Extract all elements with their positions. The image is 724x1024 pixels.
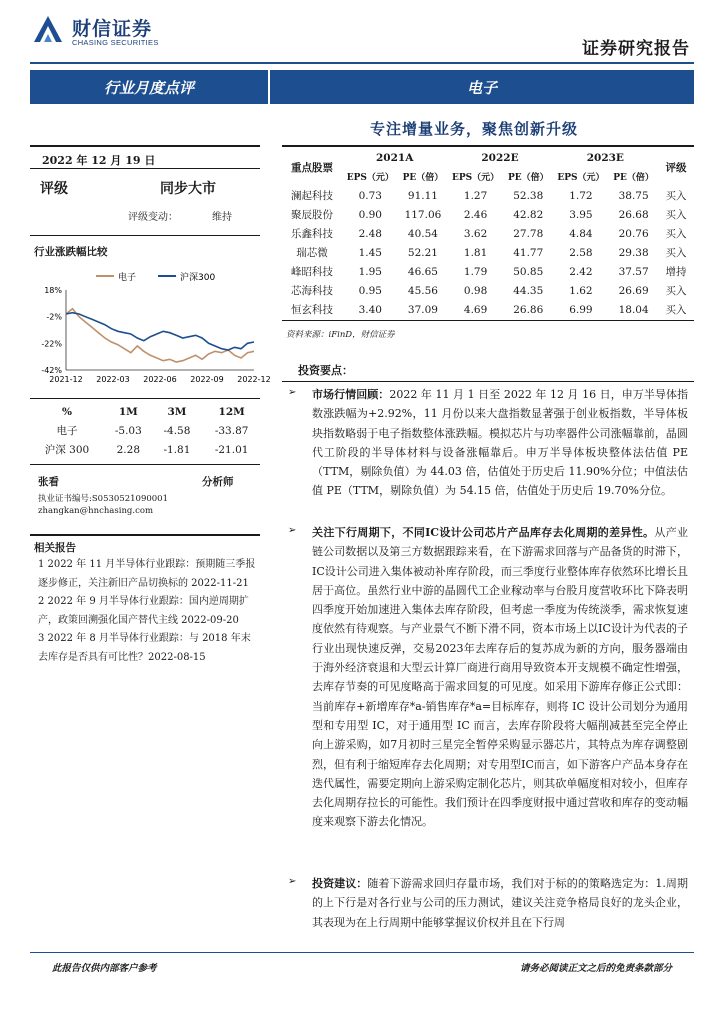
stock-name-cell: 峰昭科技 bbox=[291, 266, 333, 278]
perf-cell: 电子 bbox=[56, 425, 78, 437]
x-tick-label: 2022-06 bbox=[143, 375, 177, 384]
x-tick-label: 2022-12 bbox=[237, 375, 271, 384]
perf-cell: 沪深 300 bbox=[44, 444, 90, 456]
stock-sub-header: PE（倍） bbox=[613, 173, 654, 183]
stock-value-cell: 52.21 bbox=[407, 246, 438, 259]
stock-rating-cell: 买入 bbox=[665, 209, 687, 221]
stock-value-cell: 26.86 bbox=[513, 303, 544, 316]
stock-year: 2022E bbox=[481, 151, 519, 164]
left-rule-date bbox=[30, 168, 260, 169]
logo-cn: 财信证券 bbox=[72, 18, 153, 40]
stock-value-cell: 0.95 bbox=[358, 284, 382, 297]
stock-table-source: 资料来源：iFinD，财信证券 bbox=[286, 330, 395, 340]
perf-table-rule-bottom bbox=[30, 464, 260, 465]
stock-value-cell: 3.40 bbox=[358, 303, 382, 316]
footer-right: 请务必阅读正文之后的免责条款部分 bbox=[519, 963, 672, 974]
point-3-lead: 投资建议： bbox=[312, 877, 368, 890]
related-title: 相关报告 bbox=[34, 542, 76, 554]
analyst-name: 张看 bbox=[38, 476, 59, 488]
x-tick-label: 2021-12 bbox=[49, 375, 83, 384]
stock-value-cell: 91.11 bbox=[407, 189, 438, 202]
stock-value-cell: 2.46 bbox=[463, 208, 488, 221]
series-line-hs300 bbox=[66, 313, 254, 350]
perf-cell: 2.28 bbox=[116, 443, 141, 456]
x-tick-label: 2022-09 bbox=[190, 375, 224, 384]
stock-table-row bbox=[282, 186, 694, 205]
stock-name-cell: 芯海科技 bbox=[291, 285, 333, 297]
points-title: 投资要点： bbox=[298, 364, 353, 377]
analyst-email[interactable]: zhangkan@hnchasing.com bbox=[38, 506, 154, 516]
perf-chart-title: 行业涨跌幅比较 bbox=[34, 246, 108, 258]
stock-value-cell: 3.95 bbox=[569, 208, 593, 221]
perf-cell: -5.03 bbox=[114, 424, 142, 437]
rating-label: 评级 bbox=[40, 181, 68, 197]
logo-mark-icon bbox=[30, 12, 66, 48]
legend-item-electronics: 电子 bbox=[118, 273, 137, 283]
stock-rating-cell: 买入 bbox=[665, 190, 687, 202]
related-report-item[interactable]: 3 2022 年 8 月半导体行业跟踪：与 2018 年末去库存是否具有可比性？2022-08-15 bbox=[38, 633, 251, 663]
x-tick-label: 2022-03 bbox=[96, 375, 130, 384]
stock-value-cell: 45.56 bbox=[407, 284, 438, 297]
perf-table-row bbox=[30, 421, 262, 440]
stock-value-cell: 27.78 bbox=[513, 227, 544, 240]
perf-table bbox=[30, 402, 262, 459]
stock-value-cell: 4.69 bbox=[463, 303, 488, 316]
y-tick-label: -42% bbox=[41, 366, 62, 375]
stock-table-row bbox=[282, 224, 694, 243]
stock-value-cell: 37.09 bbox=[407, 303, 438, 316]
report-type: 证券研究报告 bbox=[582, 39, 690, 59]
y-tick-label: -2% bbox=[46, 312, 62, 322]
bullet-icon: ➢ bbox=[288, 525, 297, 536]
related-list bbox=[38, 556, 258, 667]
bullet-icon: ➢ bbox=[288, 876, 297, 887]
stock-name-cell: 澜起科技 bbox=[291, 190, 333, 202]
stock-name-cell: 瑞芯微 bbox=[296, 247, 328, 259]
point-3-text: 随着下游需求回归存量市场，我们对于标的的策略选定为：1.周期的上下行是对各行业与公司的压力测试，建议关注竞争格局良好的龙头企业，其表现为在上行周期中能够掌握议价权并且在下行周 bbox=[312, 877, 689, 929]
stock-value-cell: 26.68 bbox=[618, 208, 649, 221]
stock-value-cell: 1.62 bbox=[569, 284, 593, 297]
stock-table-row bbox=[282, 262, 694, 281]
stock-value-cell: 44.35 bbox=[513, 284, 544, 297]
perf-cell: -1.81 bbox=[163, 443, 191, 456]
stock-year: 2023E bbox=[586, 151, 624, 164]
stock-rating-cell: 买入 bbox=[665, 228, 687, 240]
stock-year: 2021A bbox=[375, 151, 414, 164]
chart-series bbox=[66, 309, 254, 362]
stock-value-cell: 1.45 bbox=[358, 246, 382, 259]
related-report-item[interactable]: 1 2022 年 11 月半导体行业跟踪：预期随三季报逐步修正，关注新旧产品切换标的 2022-11-21 bbox=[38, 559, 256, 589]
analyst-role: 分析师 bbox=[202, 476, 234, 488]
point-3 bbox=[288, 874, 688, 932]
point-1 bbox=[288, 385, 688, 501]
footer-rule bbox=[30, 952, 694, 953]
point-2 bbox=[288, 523, 688, 832]
stock-value-cell: 2.48 bbox=[358, 227, 382, 240]
perf-cell: -33.87 bbox=[214, 424, 249, 437]
legend-item-hs300: 沪深300 bbox=[180, 273, 216, 283]
points-rule bbox=[282, 381, 694, 382]
perf-header-cell: 3M bbox=[167, 405, 187, 418]
perf-line-chart bbox=[30, 262, 271, 390]
stock-value-cell: 0.73 bbox=[358, 189, 382, 202]
stock-table-row bbox=[282, 205, 694, 224]
perf-cell: -21.01 bbox=[214, 443, 249, 456]
related-rule bbox=[30, 534, 260, 536]
series-line-electronics bbox=[66, 309, 254, 362]
perf-header-cell: % bbox=[62, 405, 72, 418]
stock-value-cell: 50.85 bbox=[513, 265, 544, 278]
left-rule-top bbox=[30, 145, 260, 147]
perf-header-cell: 1M bbox=[118, 405, 138, 418]
left-rule-rating bbox=[30, 235, 260, 236]
stock-value-cell: 117.06 bbox=[404, 208, 442, 221]
stock-value-cell: 1.79 bbox=[463, 265, 488, 278]
stock-header-rating: 评级 bbox=[665, 161, 687, 174]
stock-value-cell: 18.04 bbox=[618, 303, 649, 316]
stock-value-cell: 29.38 bbox=[618, 246, 649, 259]
stock-value-cell: 3.62 bbox=[463, 227, 488, 240]
stock-rating-cell: 增持 bbox=[665, 266, 687, 278]
logo-en: CHASING SECURITIES bbox=[72, 38, 159, 47]
point-1-lead: 市场行情回顾： bbox=[312, 388, 390, 401]
stock-name-cell: 恒玄科技 bbox=[291, 304, 333, 316]
stock-value-cell: 42.82 bbox=[513, 208, 544, 221]
stock-sub-header: EPS（元） bbox=[452, 173, 500, 183]
related-report-item[interactable]: 2 2022 年 9 月半导体行业跟踪：国内逆周期扩产，政策回溯强化国产替代主线 2022-09-20 bbox=[38, 596, 249, 626]
y-tick-label: -22% bbox=[41, 339, 62, 349]
stock-value-cell: 0.98 bbox=[463, 284, 488, 297]
stock-value-cell: 37.57 bbox=[618, 265, 649, 278]
bullet-icon: ➢ bbox=[288, 387, 297, 398]
perf-table-row bbox=[30, 440, 262, 459]
stock-sub-header: PE（倍） bbox=[402, 173, 444, 183]
stock-table-rule-bottom bbox=[282, 320, 694, 321]
perf-table-rule-top bbox=[30, 398, 260, 399]
stock-value-cell: 2.58 bbox=[569, 246, 593, 259]
headline: 专注增量业务，聚焦创新升级 bbox=[370, 120, 579, 138]
analyst-license: 执业证书编号:S0530521090001 bbox=[38, 494, 168, 504]
stock-sub-header: PE（倍） bbox=[507, 173, 549, 183]
perf-header-cell: 12M bbox=[218, 405, 245, 418]
stock-value-cell: 1.72 bbox=[569, 189, 593, 202]
stock-name-cell: 乐鑫科技 bbox=[291, 228, 333, 240]
header-rule bbox=[30, 62, 694, 64]
perf-table-header bbox=[30, 402, 262, 421]
stock-value-cell: 52.38 bbox=[513, 189, 544, 202]
rating-change-value: 维持 bbox=[212, 212, 232, 223]
stock-table-year-row bbox=[282, 148, 694, 167]
stock-value-cell: 0.90 bbox=[358, 208, 382, 221]
stock-sub-header: EPS（元） bbox=[346, 173, 394, 183]
point-2-text: 从产业链公司数据以及第三方数据跟踪来看，在下游需求回落与产品备货的时滞下，IC设计公司进入集体被动补库存阶段，而三季度行业整体库存依然环比增长且居于高位。虽然行业中游的晶圆代工企业稼动率与台股月度营收环比下降表明四季度开始加速进入集体去库存阶段，但考虑一季度为传统淡季，需求恢复速度依然有待观察。与产业景气不断下滑不同，资本市场上以IC设计为代表的子行业出现快速反弹，交易2023年去库存后的复苏成为新的方向，服务器端由于海外经济衰退和大型云计算厂商进行商用导致资本开支规模不确定性增强，去库存节奏的可见度略高于需求回复的可见度。如采用下游库存修正公式即：当前库存+新增库存*a-销售库存*a=目标库存，则将 IC 设计公司划分为通用型和专用型 IC，对于通用型 IC 而言，去库存阶段将大幅削减甚至完全停止向上游采购，如7月初时三星完全暂停采购显示器芯片，其特点为库存调整剧烈，但有利于缩短库存去化周期；对专用型IC而言，如下游客户产品本身存在迭代属性，需要定期向上游采购定制化芯片，则其砍单幅度相对较小，但库存去化周期存拉长的可能性。我们预计在四季度财报中通过营收和库存的变动幅度来观察下游去化情况。 bbox=[312, 526, 689, 829]
stock-table-sub-row bbox=[282, 167, 694, 186]
stock-value-cell: 6.99 bbox=[569, 303, 593, 316]
stock-value-cell: 4.84 bbox=[569, 227, 593, 240]
stock-sub-header: EPS（元） bbox=[557, 173, 605, 183]
footer-left: 此报告仅供内部客户参考 bbox=[52, 963, 157, 974]
stock-table-rule-top bbox=[282, 145, 694, 147]
perf-cell: -4.58 bbox=[163, 424, 191, 437]
banner-left: 行业月度点评 bbox=[30, 70, 268, 104]
y-tick-label: 18% bbox=[44, 286, 62, 295]
rating-value: 同步大市 bbox=[160, 181, 216, 197]
logo bbox=[30, 12, 170, 52]
stock-value-cell: 40.54 bbox=[407, 227, 438, 240]
stock-value-cell: 2.42 bbox=[569, 265, 593, 278]
stock-value-cell: 1.95 bbox=[358, 265, 382, 278]
chart-legend bbox=[96, 271, 215, 283]
banner-right: 电子 bbox=[270, 70, 694, 104]
stock-name-cell: 聚辰股份 bbox=[291, 209, 333, 221]
stock-table-row bbox=[282, 281, 694, 300]
stock-table-row bbox=[282, 300, 694, 319]
stock-value-cell: 26.69 bbox=[618, 284, 649, 297]
stock-value-cell: 1.27 bbox=[463, 189, 488, 202]
stock-value-cell: 41.77 bbox=[513, 246, 544, 259]
stock-value-cell: 20.76 bbox=[618, 227, 649, 240]
stock-value-cell: 1.81 bbox=[463, 246, 488, 259]
point-1-text: 2022 年 11 月 1 日至 2022 年 12 月 16 日，申万半导体指数涨跌幅为+2.92%，11 月份以来大盘指数显著强于创业板指数，半导体板块指数略弱于电子指数整体涨跌幅。模拟芯片与功率器件公司涨幅靠前，晶圆代工阶段的半导体材料与设备涨幅靠后。申万半导体板块整体法估值 PE（TTM，剔除负值）为 44.03 倍，估值处于历史后 11.90%分位；中值法估值 PE（TTM，剔除负值）为 54.15 倍，估值处于历史后 19.70%分位。 bbox=[312, 388, 688, 498]
stock-header-key: 重点股票 bbox=[291, 161, 333, 174]
stock-rating-cell: 买入 bbox=[665, 304, 687, 316]
rating-change-label: 评级变动： bbox=[128, 212, 178, 223]
stock-value-cell: 38.75 bbox=[618, 189, 649, 202]
point-2-lead: 关注下行周期下，不同IC设计公司芯片产品库存去化周期的差异性。 bbox=[312, 526, 655, 539]
stock-table-body bbox=[282, 186, 694, 319]
report-date: 2022 年 12 月 19 日 bbox=[42, 154, 156, 167]
stock-value-cell: 46.65 bbox=[407, 265, 438, 278]
stock-rating-cell: 买入 bbox=[665, 247, 687, 259]
stock-table bbox=[282, 148, 694, 319]
stock-rating-cell: 买入 bbox=[665, 285, 687, 297]
stock-table-row bbox=[282, 243, 694, 262]
